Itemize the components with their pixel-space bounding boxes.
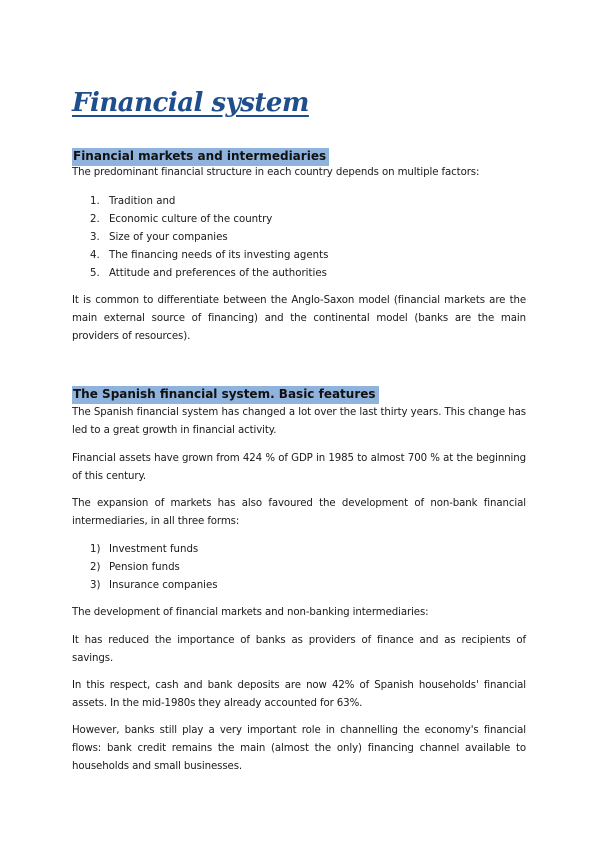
list-item: 1. Tradition and xyxy=(90,196,176,207)
list-item: 2) Pension funds xyxy=(90,562,180,573)
section-heading-spanish-system: The Spanish financial system. Basic features xyxy=(72,386,379,404)
section1-intro: The predominant financial structure in each country depends on multiple factors: xyxy=(72,167,480,178)
section2-paragraph-6: In this respect, cash and bank deposits are now 42% of Spanish households' financial assets. In the mid-1980s they already accounted for 63%. xyxy=(72,680,526,709)
list-item: 5. Attitude and preferences of the authorities xyxy=(90,268,327,279)
list-item: 4. The financing needs of its investing agents xyxy=(90,250,329,261)
section2-paragraph-3: The expansion of markets has also favoured the development of non-bank financial intermediaries, in all three forms: xyxy=(72,498,526,527)
section1-paragraph: It is common to differentiate between the Anglo-Saxon model (financial markets are the main external source of financing) and the continental model (banks are the main providers of resources). xyxy=(72,295,526,342)
list-item: 3. Size of your companies xyxy=(90,232,228,243)
section-heading-financial-markets: Financial markets and intermediaries xyxy=(72,148,329,166)
factors-list xyxy=(90,193,510,283)
section2-paragraph-4: The development of financial markets and non-banking intermediaries: xyxy=(72,607,429,618)
list-item: 2. Economic culture of the country xyxy=(90,214,273,225)
section2-paragraph-2: Financial assets have grown from 424 % of GDP in 1985 to almost 700 % at the beginning of this century. xyxy=(72,453,526,482)
document-title: Financial system xyxy=(72,88,309,118)
list-item: 3) Insurance companies xyxy=(90,580,218,591)
section2-paragraph-5: It has reduced the importance of banks as providers of finance and as recipients of savings. xyxy=(72,635,526,664)
list-item: 1) Investment funds xyxy=(90,544,199,555)
forms-list xyxy=(90,541,510,595)
section2-paragraph-7: However, banks still play a very important role in channelling the economy's financial flows: bank credit remains the main (almost the only) financing channel available to households and small businesses. xyxy=(72,725,526,772)
section2-paragraph-1: The Spanish financial system has changed a lot over the last thirty years. This change has led to a great growth in financial activity. xyxy=(72,407,526,436)
